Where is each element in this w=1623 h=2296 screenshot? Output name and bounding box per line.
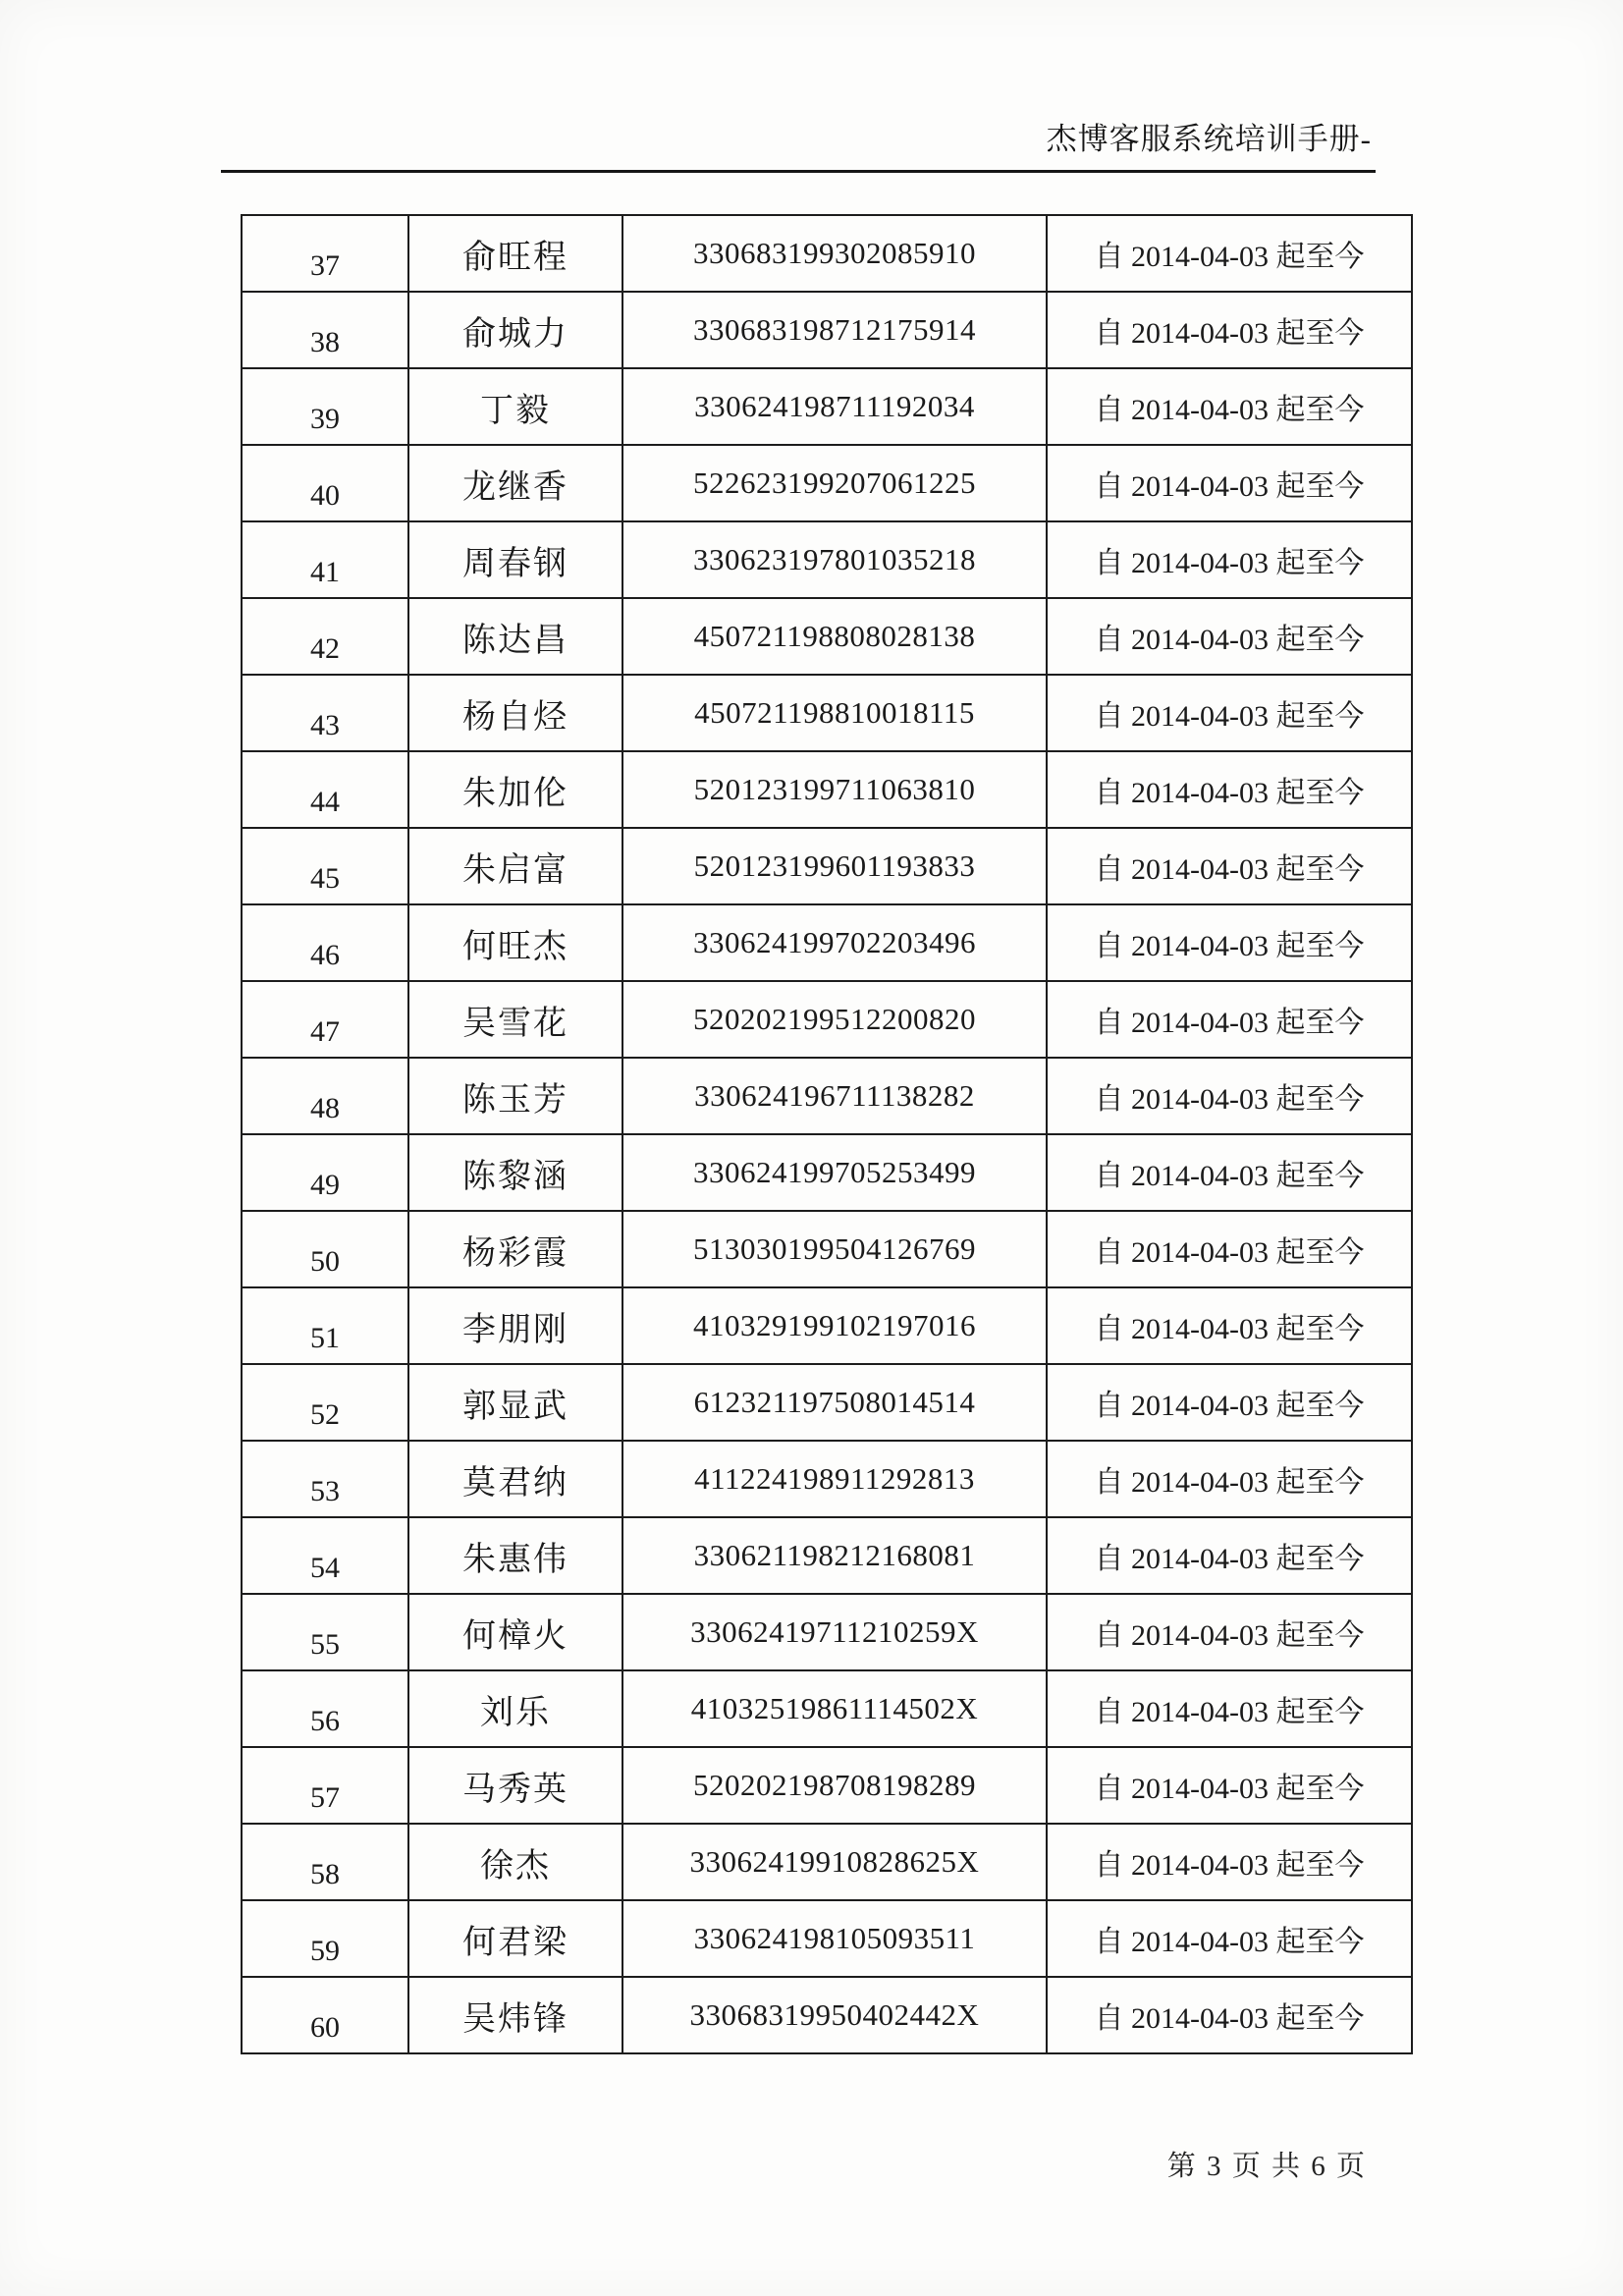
cell-person-name (408, 1900, 622, 1977)
period-text: 自 2014-04-03 起至今 (1094, 777, 1365, 809)
cell-person-name (408, 1824, 622, 1900)
cell-period (1047, 1441, 1412, 1517)
period-text: 自 2014-04-03 起至今 (1094, 1619, 1365, 1652)
cell-row-number (242, 1134, 408, 1211)
id-number-text: 330624199705253499 (693, 1155, 976, 1189)
table-row (242, 598, 1412, 675)
id-number-text: 33068319950402442X (689, 1997, 980, 2032)
cell-period (1047, 1900, 1412, 1977)
cell-period (1047, 904, 1412, 981)
row-number-text: 52 (310, 1398, 340, 1431)
id-number-text: 33062419910828625X (689, 1844, 980, 1879)
person-name-text: 李朋刚 (462, 1311, 568, 1348)
row-number-text: 53 (310, 1475, 340, 1507)
cell-id-number (622, 1211, 1047, 1287)
table-row (242, 1058, 1412, 1134)
period-text: 自 2014-04-03 起至今 (1094, 470, 1365, 503)
cell-id-number (622, 521, 1047, 598)
document-header-title: 杰博客服系统培训手册- (1046, 122, 1372, 156)
period-text: 自 2014-04-03 起至今 (1094, 624, 1365, 656)
period-text: 自 2014-04-03 起至今 (1094, 1390, 1365, 1422)
cell-period (1047, 292, 1412, 368)
period-text: 自 2014-04-03 起至今 (1094, 2002, 1365, 2035)
id-number-text: 520123199601193833 (693, 848, 976, 883)
cell-period (1047, 1211, 1412, 1287)
row-number-text: 46 (310, 939, 340, 971)
id-number-text: 330624196711138282 (694, 1078, 975, 1113)
table-row (242, 292, 1412, 368)
cell-person-name (408, 1364, 622, 1441)
cell-id-number (622, 981, 1047, 1058)
table-row (242, 368, 1412, 445)
id-number-text: 520123199711063810 (693, 772, 976, 806)
row-number-text: 54 (310, 1552, 340, 1584)
table-row (242, 1441, 1412, 1517)
row-number-text: 40 (310, 479, 340, 512)
cell-id-number (622, 1670, 1047, 1747)
table-row (242, 1900, 1412, 1977)
table-row (242, 1211, 1412, 1287)
person-name-text: 朱惠伟 (462, 1541, 568, 1578)
person-name-text: 朱启富 (462, 851, 568, 889)
period-text: 自 2014-04-03 起至今 (1094, 1083, 1365, 1116)
row-number-text: 48 (310, 1092, 340, 1124)
cell-row-number (242, 521, 408, 598)
id-number-text: 410329199102197016 (693, 1308, 976, 1342)
row-number-text: 45 (310, 862, 340, 895)
cell-person-name (408, 1441, 622, 1517)
roster-table (241, 214, 1413, 2054)
table-row (242, 904, 1412, 981)
period-text: 自 2014-04-03 起至今 (1094, 700, 1365, 733)
cell-row-number (242, 1364, 408, 1441)
cell-person-name (408, 675, 622, 751)
cell-period (1047, 1977, 1412, 2053)
cell-period (1047, 1670, 1412, 1747)
cell-row-number (242, 675, 408, 751)
cell-period (1047, 1058, 1412, 1134)
cell-id-number (622, 1287, 1047, 1364)
cell-row-number (242, 368, 408, 445)
cell-row-number (242, 1517, 408, 1594)
person-name-text: 俞城力 (462, 315, 568, 353)
period-text: 自 2014-04-03 起至今 (1094, 853, 1365, 886)
period-text: 自 2014-04-03 起至今 (1094, 1773, 1365, 1805)
row-number-text: 57 (310, 1781, 340, 1814)
row-number-text: 60 (310, 2011, 340, 2044)
person-name-text: 陈黎涵 (462, 1158, 568, 1195)
person-name-text: 朱加伦 (462, 775, 568, 812)
cell-row-number (242, 1287, 408, 1364)
person-name-text: 何君梁 (462, 1924, 568, 1961)
cell-period (1047, 1287, 1412, 1364)
period-text: 自 2014-04-03 起至今 (1094, 394, 1365, 426)
cell-person-name (408, 1747, 622, 1824)
table-row (242, 215, 1412, 292)
cell-person-name (408, 828, 622, 904)
row-number-text: 59 (310, 1935, 340, 1967)
person-name-text: 吴炜锋 (462, 2000, 568, 2038)
table-row (242, 751, 1412, 828)
cell-person-name (408, 292, 622, 368)
table-row (242, 1747, 1412, 1824)
cell-period (1047, 1824, 1412, 1900)
cell-person-name (408, 445, 622, 521)
period-text: 自 2014-04-03 起至今 (1094, 1236, 1365, 1269)
table-row (242, 1364, 1412, 1441)
cell-period (1047, 1594, 1412, 1670)
row-number-text: 41 (310, 556, 340, 588)
row-number-text: 38 (310, 326, 340, 358)
table-row (242, 1977, 1412, 2053)
cell-id-number (622, 1517, 1047, 1594)
cell-person-name (408, 904, 622, 981)
id-number-text: 411224198911292813 (694, 1461, 975, 1496)
row-number-text: 51 (310, 1322, 340, 1354)
cell-person-name (408, 1287, 622, 1364)
cell-period (1047, 981, 1412, 1058)
id-number-text: 330621198212168081 (693, 1538, 976, 1572)
period-text: 自 2014-04-03 起至今 (1094, 1160, 1365, 1192)
person-name-text: 陈玉芳 (462, 1081, 568, 1119)
id-number-text: 522623199207061225 (693, 465, 976, 500)
cell-row-number (242, 598, 408, 675)
period-text: 自 2014-04-03 起至今 (1094, 1926, 1365, 1958)
cell-id-number (622, 1058, 1047, 1134)
cell-period (1047, 1364, 1412, 1441)
table-row (242, 445, 1412, 521)
cell-id-number (622, 1747, 1047, 1824)
person-name-text: 刘乐 (480, 1694, 551, 1731)
cell-id-number (622, 828, 1047, 904)
table-row (242, 675, 1412, 751)
person-name-text: 杨自烃 (462, 698, 568, 736)
table-row (242, 1287, 1412, 1364)
person-name-text: 丁毅 (480, 392, 551, 429)
cell-row-number (242, 445, 408, 521)
table-row (242, 828, 1412, 904)
cell-id-number (622, 751, 1047, 828)
period-text: 自 2014-04-03 起至今 (1094, 241, 1365, 273)
period-text: 自 2014-04-03 起至今 (1094, 547, 1365, 579)
cell-person-name (408, 368, 622, 445)
table-row (242, 1824, 1412, 1900)
id-number-text: 450721198808028138 (693, 619, 976, 653)
cell-id-number (622, 1441, 1047, 1517)
cell-period (1047, 1517, 1412, 1594)
cell-row-number (242, 981, 408, 1058)
person-name-text: 何旺杰 (462, 928, 568, 965)
cell-row-number (242, 1670, 408, 1747)
cell-person-name (408, 1134, 622, 1211)
cell-id-number (622, 215, 1047, 292)
id-number-text: 33062419711210259X (690, 1614, 979, 1649)
cell-row-number (242, 1977, 408, 2053)
row-number-text: 37 (310, 249, 340, 282)
cell-row-number (242, 1441, 408, 1517)
cell-row-number (242, 751, 408, 828)
cell-id-number (622, 1977, 1047, 2053)
person-name-text: 徐杰 (480, 1847, 551, 1885)
cell-row-number (242, 828, 408, 904)
cell-period (1047, 675, 1412, 751)
cell-person-name (408, 1977, 622, 2053)
cell-row-number (242, 1058, 408, 1134)
row-number-text: 50 (310, 1245, 340, 1278)
id-number-text: 330683198712175914 (693, 312, 976, 347)
table-row (242, 1517, 1412, 1594)
table-row (242, 981, 1412, 1058)
cell-id-number (622, 1134, 1047, 1211)
id-number-text: 330683199302085910 (693, 236, 976, 270)
person-name-text: 莫君纳 (462, 1464, 568, 1502)
id-number-text: 330624199702203496 (693, 925, 976, 959)
person-name-text: 俞旺程 (462, 239, 568, 276)
period-text: 自 2014-04-03 起至今 (1094, 1466, 1365, 1499)
row-number-text: 44 (310, 786, 340, 818)
id-number-text: 612321197508014514 (693, 1385, 976, 1419)
cell-person-name (408, 1211, 622, 1287)
cell-person-name (408, 751, 622, 828)
header-divider-line (221, 170, 1376, 173)
person-name-text: 何樟火 (462, 1617, 568, 1655)
roster-table-body (242, 215, 1412, 2053)
id-number-text: 330624198105093511 (693, 1921, 976, 1955)
table-row (242, 521, 1412, 598)
row-number-text: 39 (310, 403, 340, 435)
person-name-text: 龙继香 (462, 468, 568, 506)
row-number-text: 55 (310, 1628, 340, 1661)
cell-id-number (622, 1824, 1047, 1900)
cell-row-number (242, 1824, 408, 1900)
period-text: 自 2014-04-03 起至今 (1094, 1313, 1365, 1345)
person-name-text: 郭显武 (462, 1388, 568, 1425)
cell-person-name (408, 981, 622, 1058)
table-row (242, 1670, 1412, 1747)
table-row (242, 1134, 1412, 1211)
period-text: 自 2014-04-03 起至今 (1094, 1007, 1365, 1039)
cell-period (1047, 1134, 1412, 1211)
cell-person-name (408, 521, 622, 598)
cell-id-number (622, 904, 1047, 981)
cell-row-number (242, 1211, 408, 1287)
row-number-text: 56 (310, 1705, 340, 1737)
id-number-text: 330623197801035218 (693, 542, 976, 576)
cell-row-number (242, 292, 408, 368)
row-number-text: 47 (310, 1015, 340, 1048)
period-text: 自 2014-04-03 起至今 (1094, 1849, 1365, 1882)
period-text: 自 2014-04-03 起至今 (1094, 1543, 1365, 1575)
cell-id-number (622, 1900, 1047, 1977)
cell-person-name (408, 1058, 622, 1134)
person-name-text: 周春钢 (462, 545, 568, 582)
cell-person-name (408, 1517, 622, 1594)
page-number-footer: 第 3 页 共 6 页 (1166, 2151, 1367, 2182)
row-number-text: 58 (310, 1858, 340, 1890)
cell-id-number (622, 368, 1047, 445)
cell-id-number (622, 1594, 1047, 1670)
id-number-text: 520202198708198289 (693, 1768, 976, 1802)
person-name-text: 陈达昌 (462, 622, 568, 659)
person-name-text: 杨彩霞 (462, 1234, 568, 1272)
cell-person-name (408, 215, 622, 292)
cell-period (1047, 445, 1412, 521)
row-number-text: 49 (310, 1169, 340, 1201)
id-number-text: 513030199504126769 (693, 1231, 976, 1266)
row-number-text: 42 (310, 632, 340, 665)
cell-row-number (242, 904, 408, 981)
cell-id-number (622, 1364, 1047, 1441)
cell-period (1047, 521, 1412, 598)
person-name-text: 吴雪花 (462, 1005, 568, 1042)
row-number-text: 43 (310, 709, 340, 741)
cell-row-number (242, 215, 408, 292)
cell-person-name (408, 1594, 622, 1670)
table-row (242, 1594, 1412, 1670)
id-number-text: 41032519861114502X (690, 1691, 979, 1725)
cell-id-number (622, 675, 1047, 751)
cell-id-number (622, 292, 1047, 368)
period-text: 自 2014-04-03 起至今 (1094, 1696, 1365, 1728)
cell-row-number (242, 1900, 408, 1977)
person-name-text: 马秀英 (462, 1771, 568, 1808)
id-number-text: 520202199512200820 (693, 1002, 976, 1036)
cell-person-name (408, 1670, 622, 1747)
period-text: 自 2014-04-03 起至今 (1094, 317, 1365, 350)
cell-period (1047, 598, 1412, 675)
cell-person-name (408, 598, 622, 675)
cell-row-number (242, 1594, 408, 1670)
cell-row-number (242, 1747, 408, 1824)
period-text: 自 2014-04-03 起至今 (1094, 930, 1365, 962)
cell-period (1047, 1747, 1412, 1824)
id-number-text: 330624198711192034 (694, 389, 975, 423)
cell-period (1047, 751, 1412, 828)
cell-period (1047, 368, 1412, 445)
cell-period (1047, 828, 1412, 904)
cell-period (1047, 215, 1412, 292)
cell-id-number (622, 445, 1047, 521)
id-number-text: 450721198810018115 (694, 695, 975, 730)
cell-id-number (622, 598, 1047, 675)
